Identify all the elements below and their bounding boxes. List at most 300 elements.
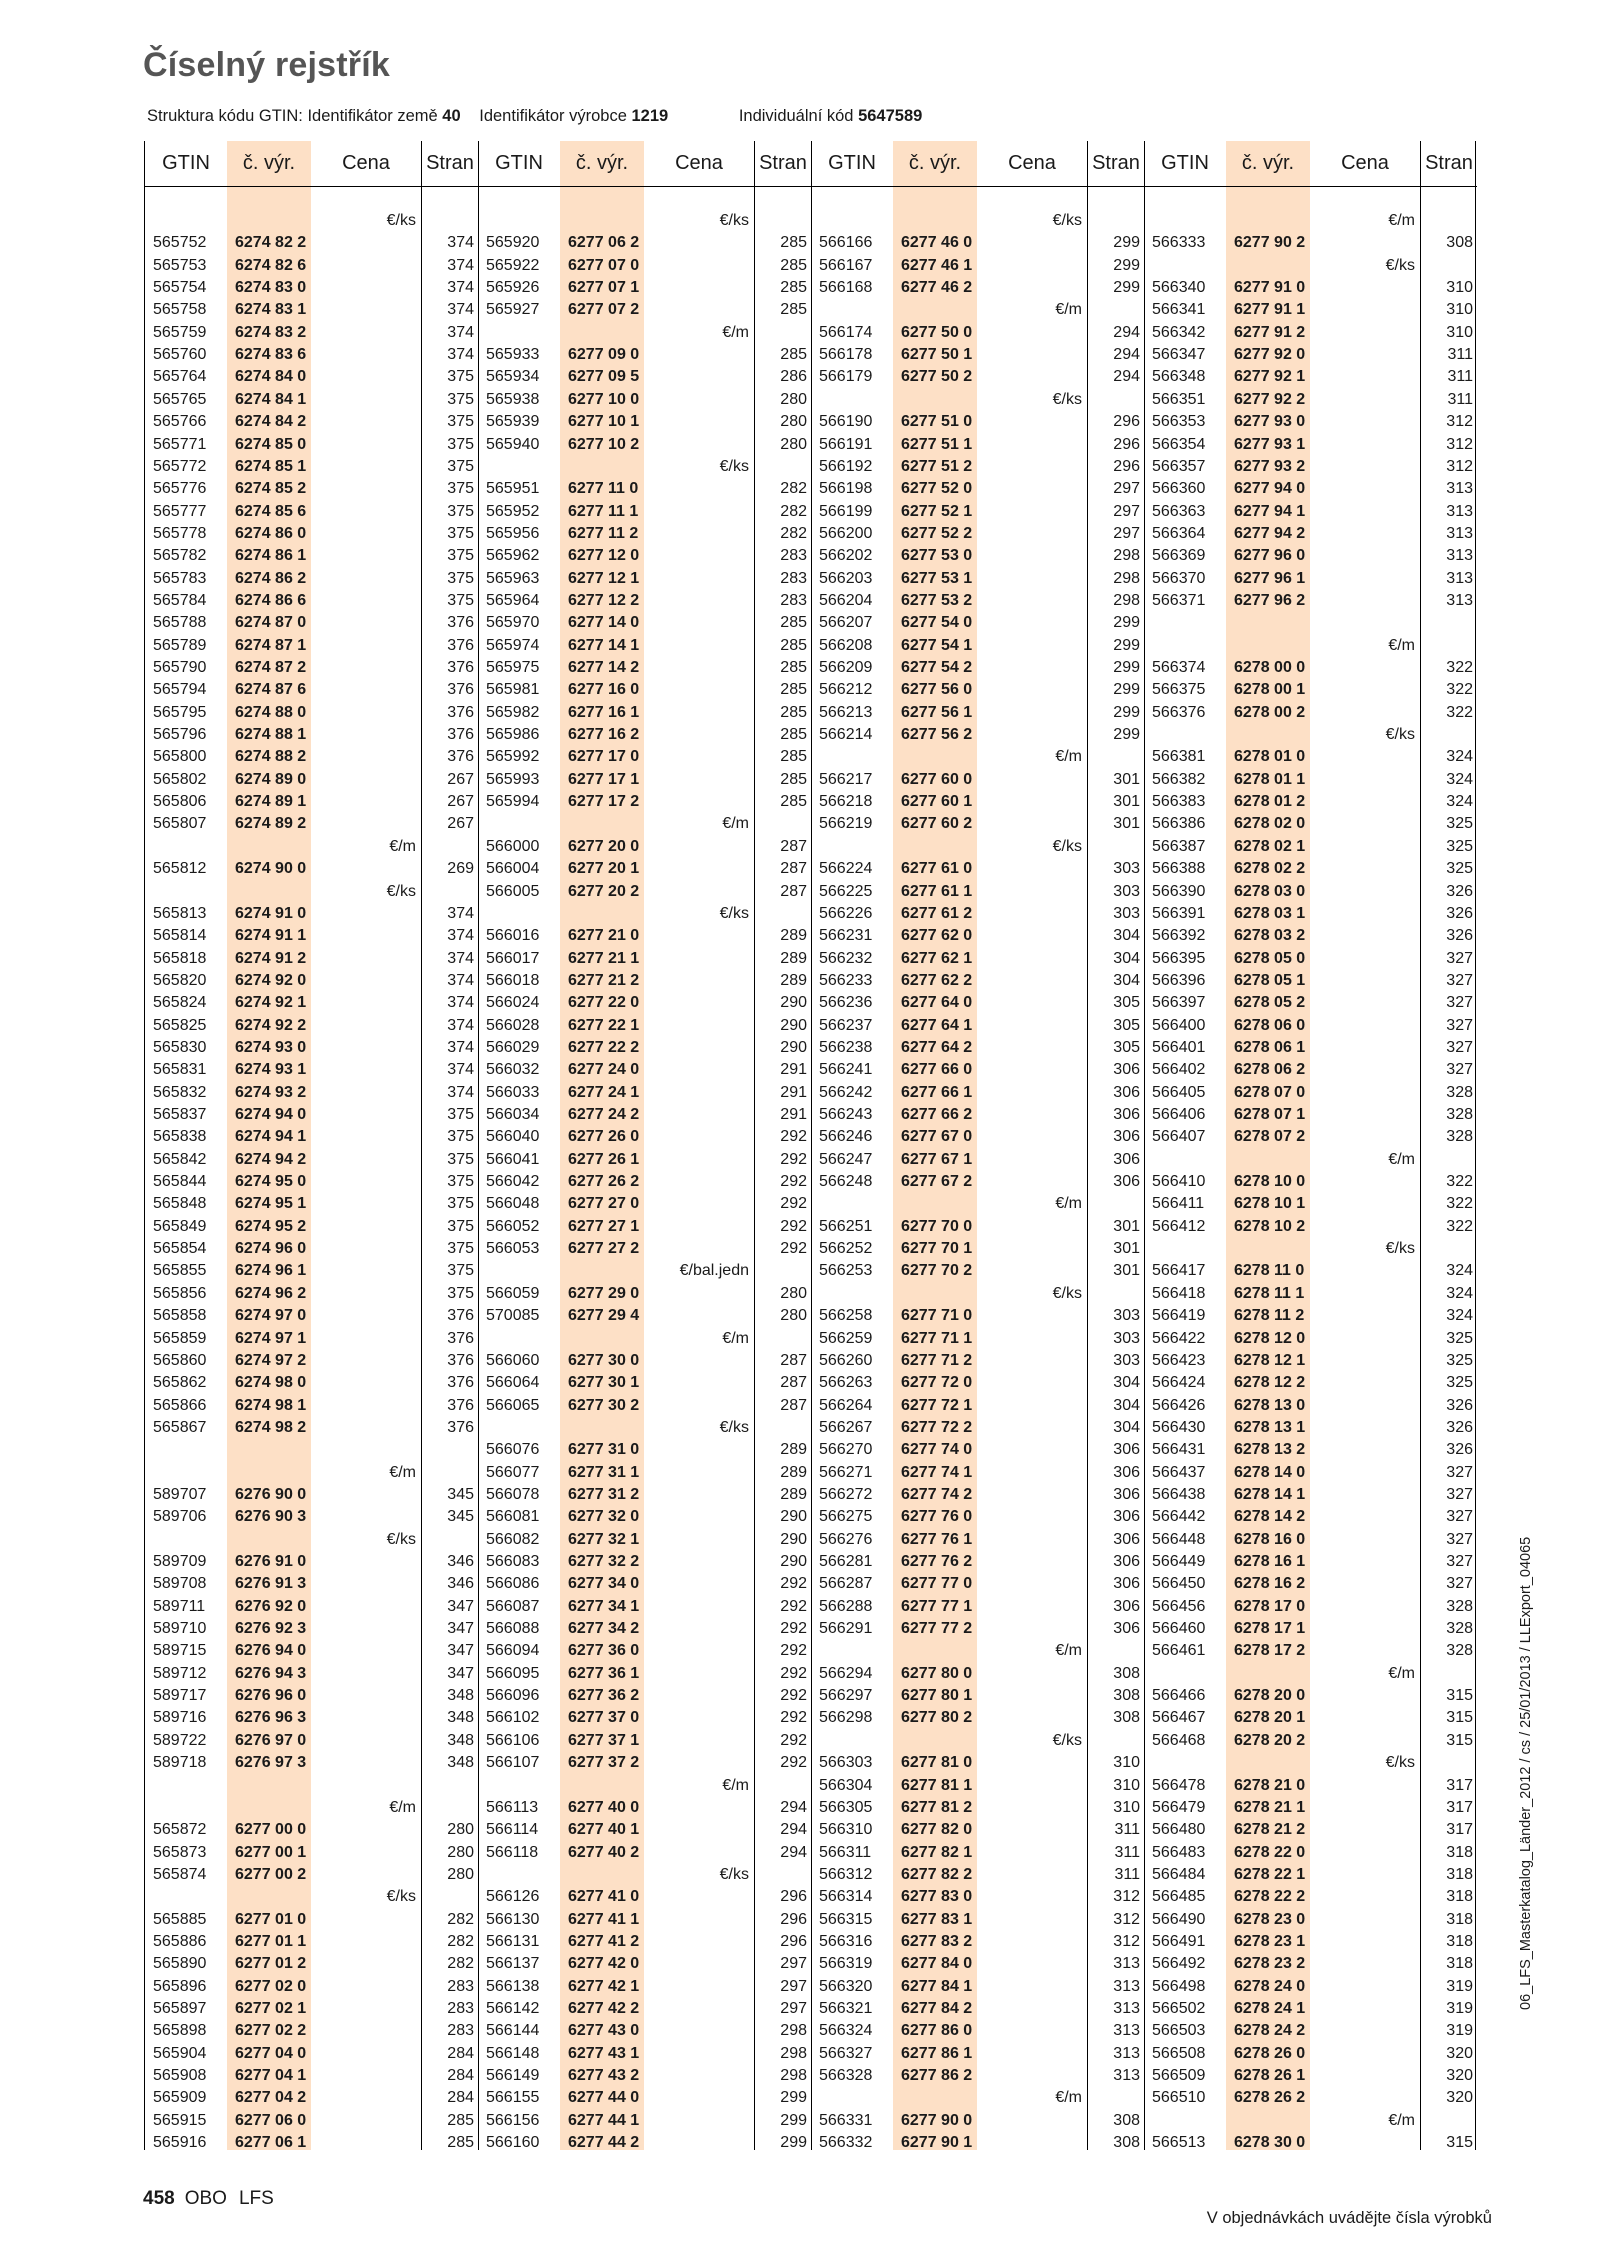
page-ref: 346 xyxy=(447,1575,474,1593)
page-ref: 327 xyxy=(1446,1553,1473,1570)
gtin-code: 565934 xyxy=(486,368,540,386)
page-ref: 306 xyxy=(1113,1597,1140,1615)
page-ref: 303 xyxy=(1113,904,1140,922)
page-ref: 374 xyxy=(447,323,474,341)
product-number: 6277 00 2 xyxy=(235,1865,307,1883)
table-row xyxy=(811,1775,1144,1797)
gtin-code: 566248 xyxy=(819,1173,873,1191)
table-row xyxy=(811,1171,1144,1193)
page-ref: 306 xyxy=(1113,1620,1140,1638)
page-ref: 324 xyxy=(1446,748,1473,766)
product-number: 6274 98 0 xyxy=(235,1374,307,1392)
gtin-code: 566305 xyxy=(819,1798,873,1816)
table-row xyxy=(811,1998,1144,2020)
table-row xyxy=(478,366,811,388)
gtin-code: 566383 xyxy=(1152,793,1206,811)
product-number: 6278 22 2 xyxy=(1234,1888,1306,1906)
table-row xyxy=(1144,590,1477,612)
product-number: 6277 41 1 xyxy=(568,1910,640,1928)
table-row xyxy=(145,1395,478,1417)
header-product-number: č. výr. xyxy=(893,141,977,187)
product-number: 6276 97 3 xyxy=(235,1754,307,1772)
gtin-code: 565970 xyxy=(486,614,540,632)
product-number: 6278 21 2 xyxy=(1234,1821,1306,1839)
page-ref: 298 xyxy=(780,2044,807,2062)
page-ref: 375 xyxy=(447,368,474,386)
page-ref: 294 xyxy=(1113,323,1140,341)
page-ref: 325 xyxy=(1446,837,1473,855)
product-number: 6277 27 2 xyxy=(568,1240,640,1258)
gtin-code: 566064 xyxy=(486,1374,540,1392)
price-unit-row xyxy=(1144,1149,1477,1171)
gtin-code: 565981 xyxy=(486,681,540,699)
gtin-code: 566461 xyxy=(1152,1642,1206,1660)
product-number: 6277 80 2 xyxy=(901,1709,973,1727)
table-row xyxy=(145,1573,478,1595)
table-row xyxy=(478,992,811,1014)
page-ref: 327 xyxy=(1446,1575,1473,1593)
table-row xyxy=(478,299,811,321)
gtin-code: 566199 xyxy=(819,502,873,520)
gtin-code: 565818 xyxy=(153,949,207,967)
product-number: 6274 86 6 xyxy=(235,591,307,609)
product-number: 6277 50 2 xyxy=(901,368,973,386)
gtin-code: 566395 xyxy=(1152,949,1206,967)
gtin-code: 565982 xyxy=(486,703,540,721)
brand-name: OBO xyxy=(184,2188,227,2209)
table-row xyxy=(811,702,1144,724)
product-number: 6274 90 0 xyxy=(235,860,307,878)
product-number: 6277 26 0 xyxy=(568,1128,640,1146)
table-row xyxy=(1144,1417,1477,1439)
table-row xyxy=(478,1573,811,1595)
page-ref: 306 xyxy=(1113,1061,1140,1079)
price-unit: €/ks xyxy=(1052,390,1082,408)
page-ref: 292 xyxy=(780,1687,807,1705)
gtin-code: 566390 xyxy=(1152,882,1206,900)
gtin-code: 566456 xyxy=(1152,1597,1206,1615)
page-ref: 375 xyxy=(447,480,474,498)
table-row xyxy=(145,612,478,634)
page-ref: 283 xyxy=(447,2000,474,2017)
table-row xyxy=(145,657,478,679)
gtin-code: 566263 xyxy=(819,1374,873,1392)
table-row xyxy=(1144,992,1477,1014)
product-number: 6277 71 2 xyxy=(901,1351,973,1369)
product-number: 6278 00 0 xyxy=(1234,659,1306,676)
gtin-code: 566202 xyxy=(819,547,873,565)
gtin-code: 565832 xyxy=(153,1083,207,1101)
gtin-code: 566231 xyxy=(819,927,873,945)
product-number: 6277 41 0 xyxy=(568,1888,640,1906)
page-ref: 297 xyxy=(1113,502,1140,520)
gtin-code: 566492 xyxy=(1152,1955,1206,1973)
product-number: 6277 83 0 xyxy=(901,1888,973,1906)
table-row xyxy=(1144,970,1477,992)
table-row xyxy=(1144,232,1477,254)
product-number: 6277 01 0 xyxy=(235,1910,307,1928)
page-ref: 375 xyxy=(447,1150,474,1168)
product-number: 6276 96 0 xyxy=(235,1687,307,1705)
header-product-number: č. výr. xyxy=(227,141,311,187)
page-ref: 303 xyxy=(1113,860,1140,878)
price-unit-row xyxy=(478,1260,811,1282)
page-title: Číselný rejstřík xyxy=(143,46,390,84)
page-ref: 320 xyxy=(1446,2089,1473,2107)
table-row xyxy=(1144,948,1477,970)
price-unit: €/ks xyxy=(1385,726,1415,744)
price-unit: €/ks xyxy=(719,904,749,922)
page-ref: 322 xyxy=(1446,703,1473,721)
page-ref: 297 xyxy=(780,1977,807,1995)
gtin-code: 566144 xyxy=(486,2022,540,2040)
gtin-code: 566029 xyxy=(486,1038,540,1056)
price-unit: €/ks xyxy=(719,1865,749,1883)
product-number: 6277 50 1 xyxy=(901,346,973,364)
page-ref: 311 xyxy=(1447,368,1473,386)
table-row xyxy=(1144,1439,1477,1461)
table-row xyxy=(811,1931,1144,1953)
page-ref: 299 xyxy=(1113,234,1140,252)
price-unit-row xyxy=(1144,255,1477,277)
table-row xyxy=(478,1216,811,1238)
gtin-code: 566059 xyxy=(486,1284,540,1302)
gtin-code: 566033 xyxy=(486,1083,540,1101)
product-number: 6278 06 0 xyxy=(1234,1016,1306,1034)
table-row xyxy=(811,1573,1144,1595)
table-row xyxy=(1144,1283,1477,1305)
page-ref: 303 xyxy=(1113,1329,1140,1347)
product-number: 6278 02 1 xyxy=(1234,837,1306,855)
table-row xyxy=(478,1439,811,1461)
product-number: 6274 88 2 xyxy=(235,748,307,766)
product-number: 6278 07 2 xyxy=(1234,1128,1306,1146)
table-row xyxy=(811,1752,1144,1774)
price-unit: €/ks xyxy=(1052,212,1082,229)
price-unit-row xyxy=(478,322,811,344)
price-unit-row xyxy=(811,210,1144,232)
price-unit: €/m xyxy=(1388,212,1415,229)
page-ref: 322 xyxy=(1446,1173,1473,1191)
gtin-code: 566208 xyxy=(819,636,873,654)
page-ref: 287 xyxy=(780,837,807,855)
product-number: 6277 81 1 xyxy=(901,1776,973,1794)
page-ref: 325 xyxy=(1446,815,1473,833)
table-row xyxy=(145,1618,478,1640)
product-number: 6277 42 1 xyxy=(568,1977,640,1995)
product-number: 6277 14 0 xyxy=(568,614,640,632)
table-row xyxy=(478,1551,811,1573)
product-number: 6277 21 2 xyxy=(568,971,640,989)
gtin-code: 566310 xyxy=(819,1821,873,1839)
gtin-code: 566095 xyxy=(486,1664,540,1682)
table-row xyxy=(1144,1305,1477,1327)
product-number: 6274 91 1 xyxy=(235,927,307,945)
table-row xyxy=(811,1082,1144,1104)
page-ref: 284 xyxy=(447,2044,474,2062)
gtin-code: 566082 xyxy=(486,1530,540,1548)
product-number: 6277 51 1 xyxy=(901,435,973,453)
page-ref: 297 xyxy=(780,1955,807,1973)
table-row xyxy=(811,2110,1144,2132)
page-ref: 308 xyxy=(1113,2134,1140,2152)
product-number: 6278 03 2 xyxy=(1234,927,1306,945)
product-number: 6277 16 1 xyxy=(568,703,640,721)
product-number: 6276 94 3 xyxy=(235,1664,307,1682)
page-ref: 298 xyxy=(1113,547,1140,565)
gtin-code: 566364 xyxy=(1152,524,1206,542)
gtin-code: 565752 xyxy=(153,234,207,252)
table-row xyxy=(145,344,478,366)
product-number: 6274 82 6 xyxy=(235,256,307,274)
table-row xyxy=(478,1909,811,1931)
gtin-code: 566387 xyxy=(1152,837,1206,855)
product-number: 6277 66 1 xyxy=(901,1083,973,1101)
product-number: 6277 12 2 xyxy=(568,591,640,609)
product-number: 6277 04 2 xyxy=(235,2089,307,2107)
table-row xyxy=(145,1909,478,1931)
table-row xyxy=(811,322,1144,344)
country-identifier: Struktura kódu GTIN: Identifikátor země 40 xyxy=(147,107,461,125)
product-number: 6277 70 1 xyxy=(901,1240,973,1258)
product-number: 6277 01 2 xyxy=(235,1955,307,1973)
page-ref: 282 xyxy=(780,524,807,542)
page-ref: 311 xyxy=(1114,1865,1140,1883)
product-number: 6274 94 0 xyxy=(235,1106,307,1123)
table-row xyxy=(1144,1931,1477,1953)
page-ref: 328 xyxy=(1446,1620,1473,1638)
gtin-code: 566040 xyxy=(486,1128,540,1146)
gtin-code: 566264 xyxy=(819,1396,873,1414)
page-ref: 306 xyxy=(1113,1485,1140,1503)
gtin-code: 566370 xyxy=(1152,569,1206,587)
table-row xyxy=(811,992,1144,1014)
page-ref: 297 xyxy=(780,2000,807,2017)
gtin-code: 565844 xyxy=(153,1173,207,1191)
price-unit-row xyxy=(478,1328,811,1350)
page-ref: 292 xyxy=(780,1128,807,1146)
table-row xyxy=(1144,769,1477,791)
header-page: Stran xyxy=(1088,141,1144,187)
page-ref: 327 xyxy=(1446,1463,1473,1481)
page-ref: 374 xyxy=(447,1016,474,1034)
table-row xyxy=(145,679,478,701)
page-ref: 318 xyxy=(1446,1865,1473,1883)
page-ref: 301 xyxy=(1113,793,1140,811)
product-number: 6277 80 1 xyxy=(901,1687,973,1705)
product-number: 6274 97 0 xyxy=(235,1307,307,1325)
product-number: 6278 06 1 xyxy=(1234,1038,1306,1056)
page-ref: 292 xyxy=(780,1150,807,1168)
product-number: 6277 96 1 xyxy=(1234,569,1306,587)
product-number: 6277 77 0 xyxy=(901,1575,973,1593)
page-ref: 375 xyxy=(447,1284,474,1302)
table-row xyxy=(478,232,811,254)
product-number: 6277 07 0 xyxy=(568,256,640,274)
table-row xyxy=(145,858,478,880)
gtin-code: 566148 xyxy=(486,2044,540,2062)
gtin-code: 566360 xyxy=(1152,480,1206,498)
order-note: V objednávkách uvádějte čísla výrobků xyxy=(1206,2209,1492,2227)
page-ref: 269 xyxy=(447,860,474,878)
gtin-code: 566178 xyxy=(819,346,873,364)
page-ref: 289 xyxy=(780,949,807,967)
page-ref: 290 xyxy=(780,1016,807,1034)
table-row xyxy=(1144,2132,1477,2154)
page-ref: 374 xyxy=(447,1083,474,1101)
table-row xyxy=(811,232,1144,254)
gtin-code: 566340 xyxy=(1152,279,1206,297)
page-ref: 294 xyxy=(780,1843,807,1861)
table-row xyxy=(145,724,478,746)
page-ref: 322 xyxy=(1446,681,1473,699)
table-row xyxy=(478,1886,811,1908)
page-ref: 374 xyxy=(447,949,474,967)
product-number: 6277 17 1 xyxy=(568,770,640,788)
gtin-code: 566324 xyxy=(819,2022,873,2040)
price-unit-row xyxy=(145,836,478,858)
gtin-code: 566388 xyxy=(1152,860,1206,878)
page-ref: 289 xyxy=(780,927,807,945)
table-row xyxy=(145,1506,478,1528)
table-row xyxy=(478,1149,811,1171)
gtin-code: 566490 xyxy=(1152,1910,1206,1928)
table-row xyxy=(1144,1707,1477,1729)
gtin-code: 566422 xyxy=(1152,1329,1206,1347)
product-number: 6277 90 2 xyxy=(1234,234,1306,252)
table-row xyxy=(145,232,478,254)
page-ref: 292 xyxy=(780,1620,807,1638)
header-gtin: GTIN xyxy=(145,141,227,187)
gtin-code: 565758 xyxy=(153,301,207,319)
table-row xyxy=(811,1037,1144,1059)
price-unit: €/ks xyxy=(386,1888,416,1906)
page-ref: 348 xyxy=(447,1754,474,1772)
page-ref: 375 xyxy=(447,457,474,475)
table-row xyxy=(811,2020,1144,2042)
product-number: 6277 54 1 xyxy=(901,636,973,654)
gtin-code: 565753 xyxy=(153,256,207,274)
page-ref: 299 xyxy=(1113,614,1140,632)
page-ref: 376 xyxy=(447,703,474,721)
page-ref: 375 xyxy=(447,502,474,520)
gtin-code: 566225 xyxy=(819,882,873,900)
gtin-code: 565849 xyxy=(153,1217,207,1235)
product-number: 6274 83 6 xyxy=(235,346,307,364)
gtin-code: 566191 xyxy=(819,435,873,453)
product-number: 6278 20 1 xyxy=(1234,1709,1306,1727)
table-row xyxy=(145,903,478,925)
gtin-code: 565866 xyxy=(153,1396,207,1414)
gtin-code: 565915 xyxy=(153,2111,207,2129)
page-ref: 328 xyxy=(1446,1128,1473,1146)
table-row xyxy=(145,545,478,567)
page-ref: 310 xyxy=(1113,1798,1140,1816)
table-row xyxy=(1144,1953,1477,1975)
product-number: 6277 37 2 xyxy=(568,1754,640,1772)
gtin-code: 565885 xyxy=(153,1910,207,1928)
product-number: 6274 87 6 xyxy=(235,681,307,699)
page-ref: 376 xyxy=(447,636,474,654)
product-number: 6278 13 2 xyxy=(1234,1441,1306,1459)
product-number: 6274 89 1 xyxy=(235,793,307,811)
product-number: 6277 83 1 xyxy=(901,1910,973,1928)
product-number: 6278 17 2 xyxy=(1234,1642,1306,1660)
page-ref: 313 xyxy=(1446,502,1473,520)
page-ref: 306 xyxy=(1113,1441,1140,1459)
table-row xyxy=(811,1015,1144,1037)
product-number: 6277 02 2 xyxy=(235,2022,307,2040)
price-unit-row xyxy=(145,1529,478,1551)
product-number: 6274 98 1 xyxy=(235,1396,307,1414)
gtin-code: 565796 xyxy=(153,726,207,744)
product-number: 6278 26 2 xyxy=(1234,2089,1306,2107)
gtin-code: 566212 xyxy=(819,681,873,699)
page-ref: 313 xyxy=(1446,480,1473,498)
page-ref: 374 xyxy=(447,1061,474,1079)
gtin-code: 565867 xyxy=(153,1418,207,1436)
page-ref: 325 xyxy=(1446,860,1473,878)
product-number: 6274 91 2 xyxy=(235,949,307,967)
gtin-code: 566297 xyxy=(819,1687,873,1705)
product-number: 6274 86 0 xyxy=(235,524,307,542)
page-ref: 322 xyxy=(1446,659,1473,676)
price-unit: €/ks xyxy=(1052,1284,1082,1302)
gtin-code: 566114 xyxy=(486,1821,539,1839)
gtin-code: 566503 xyxy=(1152,2022,1206,2040)
page-ref: 327 xyxy=(1446,994,1473,1012)
page-ref: 284 xyxy=(447,2067,474,2085)
page-ref: 374 xyxy=(447,994,474,1012)
table-row xyxy=(145,1037,478,1059)
page-ref: 294 xyxy=(1113,346,1140,364)
product-number: 6278 06 2 xyxy=(1234,1061,1306,1079)
page-ref: 313 xyxy=(1446,547,1473,565)
table-row xyxy=(1144,1529,1477,1551)
gtin-code: 566303 xyxy=(819,1754,873,1772)
page-ref: 376 xyxy=(447,1329,474,1347)
header-price: Cena xyxy=(311,141,421,187)
page-ref: 376 xyxy=(447,1374,474,1392)
page-ref: 267 xyxy=(447,770,474,788)
gtin-code: 570085 xyxy=(486,1307,540,1325)
price-unit: €/ks xyxy=(719,212,749,229)
gtin-code: 565909 xyxy=(153,2089,207,2107)
page-ref: 285 xyxy=(780,681,807,699)
product-number: 6277 46 1 xyxy=(901,256,973,274)
table-row xyxy=(145,389,478,411)
product-number: 6278 16 1 xyxy=(1234,1553,1306,1570)
table-row xyxy=(1144,2087,1477,2109)
product-number: 6278 24 0 xyxy=(1234,1977,1306,1995)
table-row xyxy=(811,1372,1144,1394)
gtin-code: 566412 xyxy=(1152,1217,1206,1235)
product-number: 6274 93 1 xyxy=(235,1061,307,1079)
gtin-code: 566363 xyxy=(1152,502,1206,520)
table-row xyxy=(1144,1506,1477,1528)
product-number: 6277 81 0 xyxy=(901,1754,973,1772)
table-row xyxy=(811,590,1144,612)
page-ref: 312 xyxy=(1113,1910,1140,1928)
table-row xyxy=(811,1886,1144,1908)
product-number: 6274 89 0 xyxy=(235,770,307,788)
price-unit: €/m xyxy=(722,1329,749,1347)
table-row xyxy=(1144,1126,1477,1148)
table-row xyxy=(145,411,478,433)
gtin-code: 565994 xyxy=(486,793,540,811)
gtin-code: 566351 xyxy=(1152,390,1206,408)
product-number: 6276 97 0 xyxy=(235,1731,307,1749)
